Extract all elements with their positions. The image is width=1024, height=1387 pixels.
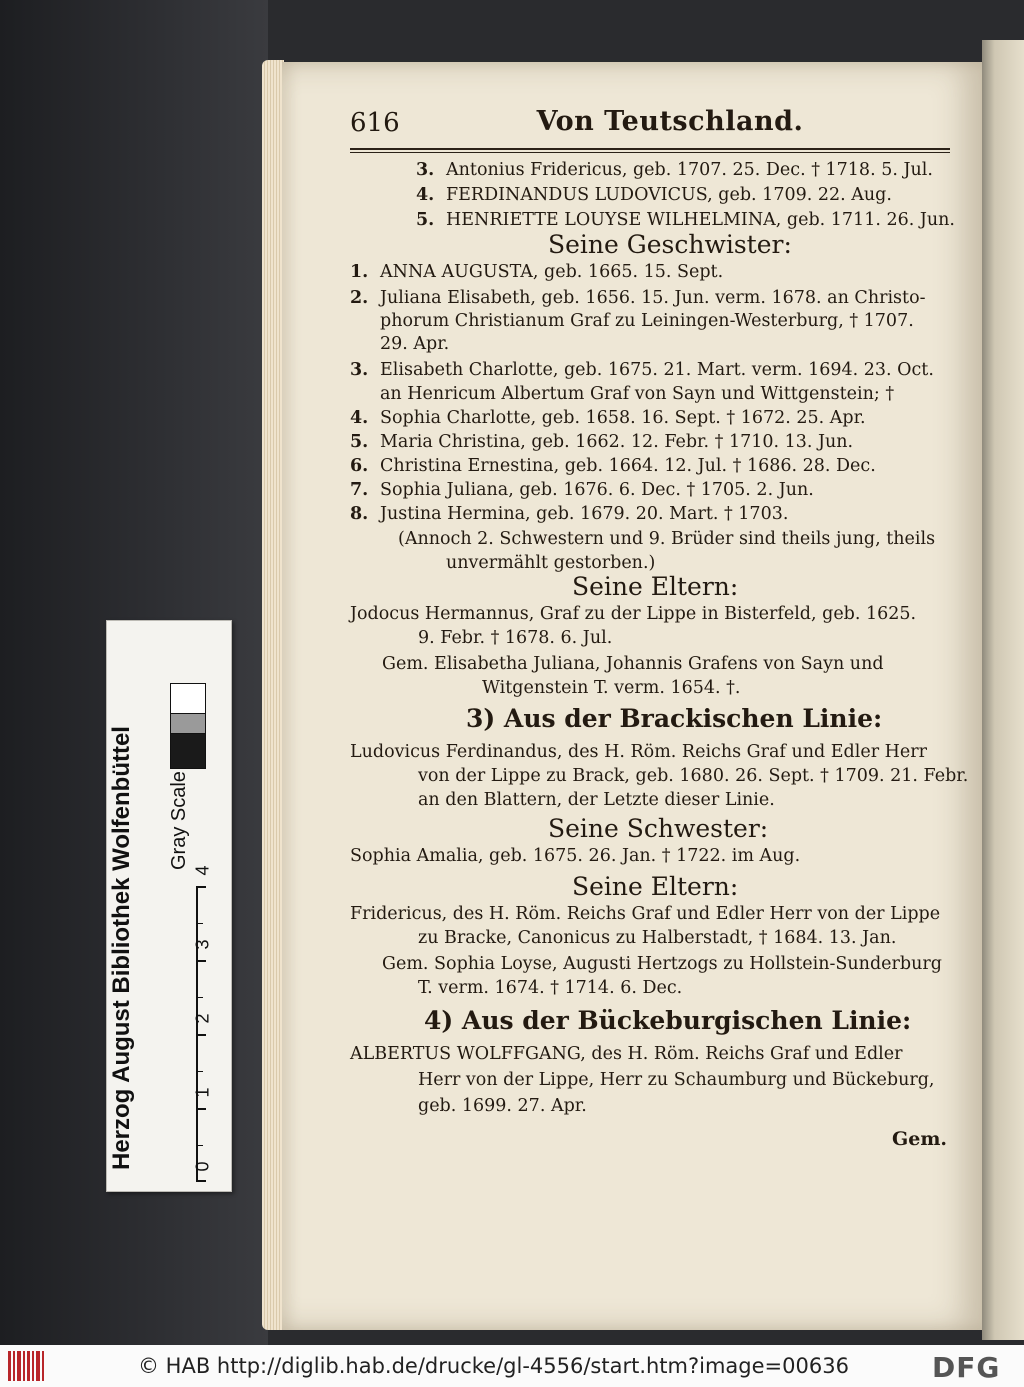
entry-line: phorum Christianum Graf zu Leiningen-Westerburg, † 1707. [380,311,914,331]
entry-line: 5. HENRIETTE LOUYSE WILHELMINA, geb. 1711. 26. Jun. [416,210,955,230]
scale-number: 2 [192,1013,213,1024]
scale-number: 1 [192,1087,213,1098]
text-line: Herr von der Lippe, Herr zu Schaumburg und Bückeburg, [418,1070,935,1090]
text-line: Jodocus Hermannus, Graf zu der Lippe in Bisterfeld, geb. 1625. [350,604,917,624]
entry-line: an Henricum Albertum Graf von Sayn und Wittgenstein; † [380,384,895,404]
note-line: (Annoch 2. Schwestern und 9. Brüder sind theils jung, theils [398,529,936,549]
entry-line: 4. FERDINANDUS LUDOVICUS, geb. 1709. 22. Aug. [416,185,892,205]
text-line: zu Bracke, Canonicus zu Halberstadt, † 1684. 13. Jan. [418,928,897,948]
header-rule-thin [350,152,950,153]
entry-line: 3. Elisabeth Charlotte, geb. 1675. 21. Mart. verm. 1694. 23. Oct. [350,360,934,380]
section-heading: Seine Eltern: [572,572,739,601]
note-line: unvermählt gestorben.) [446,553,656,573]
section-heading: 4) Aus der Bückeburgischen Linie: [424,1006,912,1035]
text-line: an den Blattern, der Letzte dieser Linie. [418,790,775,810]
entry-line: 7. Sophia Juliana, geb. 1676. 6. Dec. † 1705. 2. Jun. [350,480,814,500]
card-label: Gray Scale [168,771,190,870]
entry-line: 4. Sophia Charlotte, geb. 1658. 16. Sept. † 1672. 25. Apr. [350,408,866,428]
catchword: Gem. [892,1128,948,1150]
running-title: Von Teutschland. [536,106,804,137]
entry-line: 5. Maria Christina, geb. 1662. 12. Febr. † 1710. 13. Jun. [350,432,854,452]
text-line: Witgenstein T. verm. 1654. †. [482,678,741,698]
entry-line: 8. Justina Hermina, geb. 1679. 20. Mart. † 1703. [350,504,789,524]
adjacent-page-edge [982,40,1024,1340]
footer-bar [0,1345,1024,1387]
section-heading: Seine Geschwister: [548,230,792,259]
swatch-gray [170,713,206,735]
scale-number: 0 [192,1161,213,1172]
entry-line: 3. Antonius Fridericus, geb. 1707. 25. Dec. † 1718. 5. Jul. [416,160,933,180]
copyright-link[interactable]: © HAB http://diglib.hab.de/drucke/gl-4556/start.htm?image=00636 [138,1354,849,1378]
entry-line: 2. Juliana Elisabeth, geb. 1656. 15. Jun. verm. 1678. an Christo- [350,288,926,308]
scale-number: 3 [192,939,213,950]
scale-number: 4 [192,865,213,876]
book-page [282,62,982,1330]
swatch-white [170,683,206,715]
page-number: 616 [350,108,400,138]
text-line: Gem. Elisabetha Juliana, Johannis Grafens von Sayn und [382,654,884,674]
barcode-icon [8,1351,46,1381]
card-title: Herzog August Bibliothek Wolfenbüttel [108,726,135,1170]
scale-ruler [196,886,228,1182]
header-rule [350,148,950,150]
book-edge [262,60,284,1330]
text-line: geb. 1699. 27. Apr. [418,1096,587,1116]
section-heading: Seine Schwester: [548,814,769,843]
entry-line: 1. ANNA AUGUSTA, geb. 1665. 15. Sept. [350,262,724,282]
swatch-black [170,733,206,769]
text-line: ALBERTUS WOLFFGANG, des H. Röm. Reichs Graf und Edler [350,1044,903,1064]
entry-line: 6. Christina Ernestina, geb. 1664. 12. Jul. † 1686. 28. Dec. [350,456,876,476]
text-line: Sophia Amalia, geb. 1675. 26. Jan. † 1722. im Aug. [350,846,801,866]
text-line: 9. Febr. † 1678. 6. Jul. [418,628,613,648]
text-line: Ludovicus Ferdinandus, des H. Röm. Reichs Graf und Edler Herr [350,742,927,762]
text-line: von der Lippe zu Brack, geb. 1680. 26. Sept. † 1709. 21. Febr. [418,766,969,786]
text-line: T. verm. 1674. † 1714. 6. Dec. [418,978,683,998]
section-heading: 3) Aus der Brackischen Linie: [466,704,883,733]
running-header [350,102,960,142]
dfg-logo: DFG [932,1351,1001,1384]
text-line: Gem. Sophia Loyse, Augusti Hertzogs zu Hollstein-Sunderburg [382,954,942,974]
entry-line: 29. Apr. [380,334,450,354]
text-line: Fridericus, des H. Röm. Reichs Graf und Edler Herr von der Lippe [350,904,941,924]
section-heading: Seine Eltern: [572,872,739,901]
